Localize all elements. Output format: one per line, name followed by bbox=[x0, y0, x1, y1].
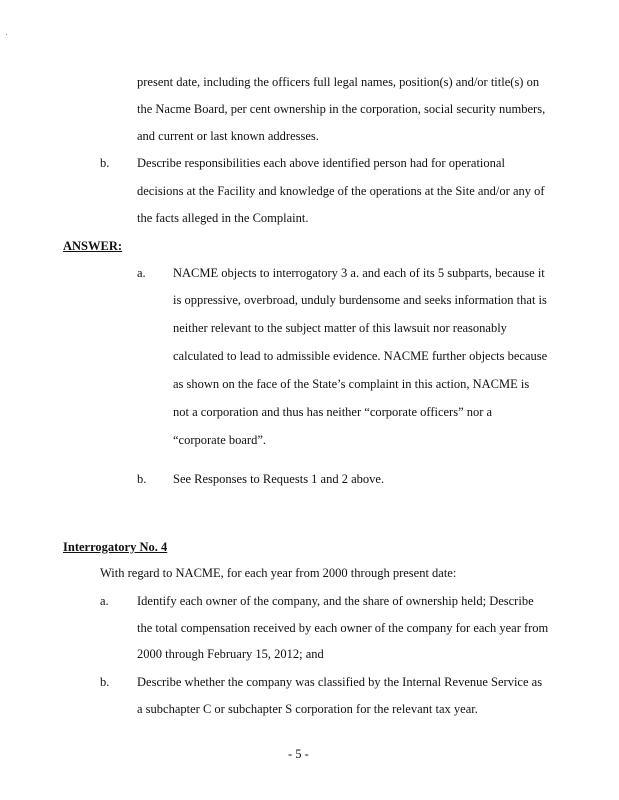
scan-speck bbox=[6, 34, 7, 35]
interrogatory-4-b-line-2: a subchapter C or subchapter S corporation for the relevant tax year. bbox=[137, 702, 478, 716]
interrogatory-4-a-marker: a. bbox=[100, 594, 109, 608]
interrogatory-4-a-line-1: Identify each owner of the company, and the share of ownership held; Describe bbox=[137, 594, 534, 608]
request-b-line-3: the facts alleged in the Complaint. bbox=[137, 211, 309, 225]
answer-a-marker: a. bbox=[137, 266, 146, 280]
answer-a-line-6: not a corporation and thus has neither “corporate officers” nor a bbox=[173, 405, 493, 419]
request-b-line-2: decisions at the Facility and knowledge of the operations at the Site and/or any of bbox=[137, 184, 545, 198]
interrogatory-4-intro: With regard to NACME, for each year from 2000 through present date: bbox=[100, 566, 457, 580]
answer-a-line-1: NACME objects to interrogatory 3 a. and each of its 5 subparts, because it bbox=[173, 266, 545, 280]
answer-a-line-3: neither relevant to the subject matter of this lawsuit nor reasonably bbox=[173, 321, 507, 335]
answer-b-marker: b. bbox=[137, 472, 147, 486]
interrogatory-4-heading: Interrogatory No. 4 bbox=[63, 540, 168, 554]
continuation-line-3: and current or last known addresses. bbox=[137, 129, 319, 143]
continuation-line-1: present date, including the officers full legal names, position(s) and/or title(s) on bbox=[137, 75, 540, 89]
interrogatory-4-b-line-1: Describe whether the company was classified by the Internal Revenue Service as bbox=[137, 675, 543, 689]
continuation-line-2: the Nacme Board, per cent ownership in the corporation, social security numbers, bbox=[137, 102, 546, 116]
answer-a-line-5: as shown on the face of the State’s complaint in this action, NACME is bbox=[173, 377, 530, 391]
answer-a-line-2: is oppressive, overbroad, unduly burdensome and seeks information that is bbox=[173, 293, 547, 307]
answer-a-line-7: “corporate board”. bbox=[173, 433, 266, 447]
answer-a-line-4: calculated to lead to admissible evidence. NACME further objects because bbox=[173, 349, 548, 363]
interrogatory-4-a-line-2: the total compensation received by each owner of the company for each year from bbox=[137, 621, 549, 635]
answer-heading: ANSWER: bbox=[63, 239, 123, 253]
interrogatory-4-a-line-3: 2000 through February 15, 2012; and bbox=[137, 647, 324, 661]
request-b-line-1: Describe responsibilities each above identified person had for operational bbox=[137, 156, 505, 170]
page-number: - 5 - bbox=[288, 747, 309, 761]
answer-b-text: See Responses to Requests 1 and 2 above. bbox=[173, 472, 385, 486]
interrogatory-4-b-marker: b. bbox=[100, 675, 110, 689]
request-b-marker: b. bbox=[100, 156, 110, 170]
